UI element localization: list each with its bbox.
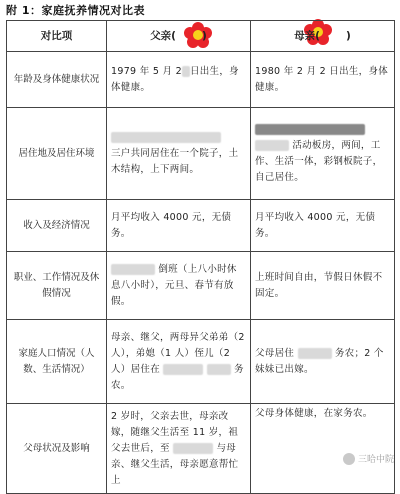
father-cell: 2 岁时，父亲去世，母亲改嫁，随继父生活至 11 岁，祖父去世后，至 与母亲、继父生活，母亲愿意帮忙上 <box>107 404 251 494</box>
row-label: 年龄及身体健康状况 <box>7 52 107 108</box>
table-row <box>7 252 395 320</box>
comparison-table <box>6 20 395 494</box>
redaction-blur <box>255 140 289 151</box>
father-cell: 倒班（上八小时休息八小时），元旦、春节有放假。 <box>107 252 251 320</box>
redaction-blur <box>111 132 221 143</box>
row-label: 职业、工作情况及休假情况 <box>7 252 107 320</box>
row-label: 居住地及居住环境 <box>7 108 107 200</box>
table-row <box>7 200 395 252</box>
mother-cell: 1980 年 2 月 2 日出生，身体健康。 <box>251 52 395 108</box>
table-row <box>7 52 395 108</box>
redaction-blur <box>182 66 190 77</box>
redaction-blur <box>173 443 213 454</box>
header-item: 对比项 <box>7 21 107 52</box>
table-header-row <box>7 21 395 52</box>
mother-cell: 活动板房，两间，工作、生活一体，彩钢板院子，自己居住。 <box>251 108 395 200</box>
row-label: 家庭人口情况（人数、生活情况） <box>7 320 107 404</box>
row-label: 收入及经济情况 <box>7 200 107 252</box>
mother-cell: 父母居住 务农；2 个妹妹已出嫁。 <box>251 320 395 404</box>
father-cell: 母亲、继父，两母异父弟弟（2 人），弟媳（1 人）侄儿（2 人）居住在 务农。 <box>107 320 251 404</box>
header-mother: 母亲( ) <box>251 21 395 52</box>
watermark: 三哈中院 <box>343 452 394 465</box>
header-father: 父亲( ) <box>107 21 251 52</box>
table-row <box>7 320 395 404</box>
redaction-blur <box>207 364 231 375</box>
document-title: 附 1：家庭抚养情况对比表 <box>6 4 145 17</box>
redaction-blur <box>255 124 365 135</box>
mother-cell: 父母身体健康，在家务农。 <box>251 404 395 494</box>
father-cell: 月平均收入 4000 元，无债务。 <box>107 200 251 252</box>
watermark-logo-icon <box>343 453 355 465</box>
redaction-blur <box>163 364 203 375</box>
row-label: 父母状况及影响 <box>7 404 107 494</box>
redaction-blur <box>298 348 332 359</box>
table-row <box>7 108 395 200</box>
mother-cell: 月平均收入 4000 元，无债务。 <box>251 200 395 252</box>
father-cell: 三户共同居住在一个院子，土木结构，上下两间。 <box>107 108 251 200</box>
father-cell: 1979 年 5 月 2 日出生，身体健康。 <box>107 52 251 108</box>
table-row <box>7 404 395 494</box>
redaction-blur <box>111 264 155 275</box>
mother-cell: 上班时间自由，节假日休假不固定。 <box>251 252 395 320</box>
